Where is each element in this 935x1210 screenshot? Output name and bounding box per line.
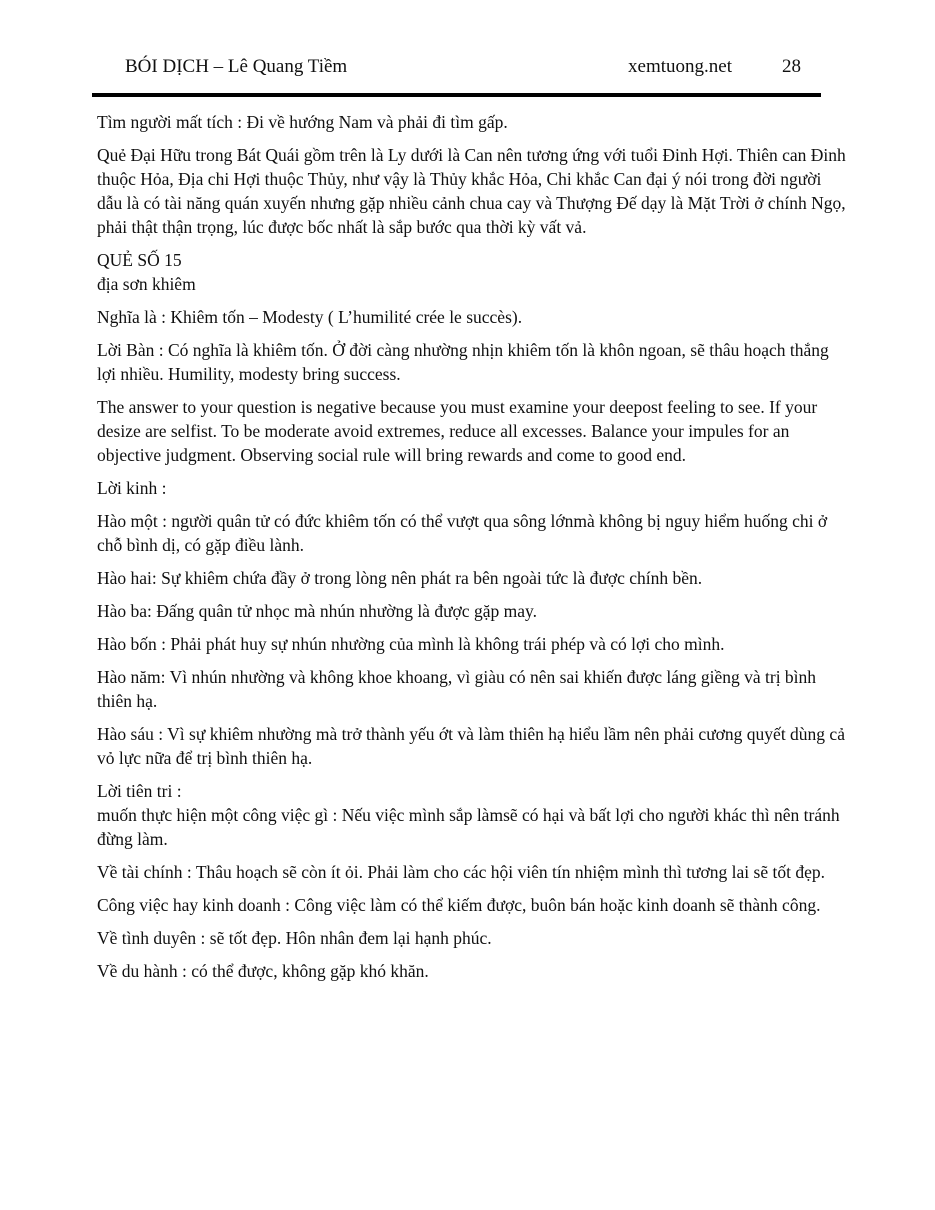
paragraph-cong-viec-kinh-doanh: Công việc hay kinh doanh : Công việc làm có thể kiếm được, buôn bán hoặc kinh doanh sẽ thành công. [97, 895, 821, 915]
page-header [125, 55, 801, 79]
paragraph-hao-hai: Hào hai: Sự khiêm chứa đầy ở trong lòng nên phát ra bên ngoài tức là được chính bền. [97, 568, 703, 588]
paragraph-loi-ban: Lời Bàn : Có nghĩa là khiêm tốn. Ở đời càng nhường nhịn khiêm tốn là khôn ngoan, sẽ thâu hoạch thắng lợi nhiều. Humility, modesty bring success. [97, 340, 829, 384]
paragraph-english-answer: The answer to your question is negative because you must examine your deepost feeling to see. If your desize are selfist. To be moderate avoid extremes, reduce all excesses. Balance your impules for an objective judgment. Observing social rule will bring rewards and come to good end. [97, 397, 818, 465]
paragraph-hao-sau: Hào sáu : Vì sự khiêm nhường mà trở thành yếu ớt và làm thiên hạ hiểu lầm nên phải cương quyết dùng cả vỏ lực nữa để trị bình thiên hạ. [97, 724, 845, 768]
paragraph-ve-tai-chinh: Về tài chính : Thâu hoạch sẽ còn ít ỏi. Phải làm cho các hội viên tín nhiệm mình thì tương lai sẽ tốt đẹp. [97, 862, 825, 882]
paragraph-ve-tinh-duyen: Về tình duyên : sẽ tốt đẹp. Hôn nhân đem lại hạnh phúc. [97, 928, 492, 948]
document-content [97, 110, 847, 992]
book-title: BÓI DỊCH – Lê Quang Tiềm [125, 56, 348, 77]
block-loi-tien-tri [97, 779, 847, 851]
website-name: xemtuong.net [628, 56, 732, 77]
paragraph-ve-du-hanh: Về du hành : có thể được, không gặp khó khăn. [97, 961, 429, 981]
paragraph-hao-bon: Hào bốn : Phải phát huy sự nhún nhường của mình là không trái phép và có lợi cho mình. [97, 634, 725, 654]
paragraph-missing-person: Tìm người mất tích : Đi về hướng Nam và phải đi tìm gấp. [97, 112, 508, 132]
label-loi-tien-tri: Lời tiên tri : [97, 781, 182, 801]
heading-que-so-15-block [97, 248, 847, 296]
header-right [628, 55, 801, 79]
paragraph-loi-tien-tri: muốn thực hiện một công việc gì : Nếu việc mình sắp làmsẽ có hại và bất lợi cho người khác thì nên tránh đừng làm. [97, 805, 840, 849]
header-divider [92, 93, 821, 97]
paragraph-hao-nam: Hào năm: Vì nhún nhường và không khoe khoang, vì giàu có nên sai khiến được láng giềng và trị bình thiên hạ. [97, 667, 817, 711]
subheading-dia-son-khiem: địa sơn khiêm [97, 274, 196, 294]
heading-que-so-15: QUẺ SỐ 15 [97, 250, 182, 270]
label-loi-kinh: Lời kinh : [97, 478, 167, 498]
paragraph-hao-mot: Hào một : người quân tử có đức khiêm tốn có thể vượt qua sông lớnmà không bị nguy hiểm huống chi ở chỗ bình dị, có gặp điều lành. [97, 511, 828, 555]
paragraph-nghia-la: Nghĩa là : Khiêm tốn – Modesty ( L’humilité crée le succès). [97, 307, 523, 327]
paragraph-que-dai-huu: Quẻ Đại Hữu trong Bát Quái gồm trên là Ly dưới là Can nên tương ứng với tuổi Đinh Hợi. Thiên can Đinh thuộc Hỏa, Địa chi Hợi thuộc Thủy, như vậy là Thủy khắc Hỏa, Chi khắc Can đại ý nói trong đời người dẫu là có tài năng quán xuyến nhưng gặp nhiều cảnh chua cay và Thượng Đế dạy là Mặt Trời ở chính Ngọ, phải thật thận trọng, lúc được bốc nhất là sắp bước qua thời kỳ vất vả. [97, 145, 846, 237]
paragraph-hao-ba: Hào ba: Đấng quân tử nhọc mà nhún nhường là được gặp may. [97, 601, 537, 621]
page-number: 28 [782, 56, 801, 77]
